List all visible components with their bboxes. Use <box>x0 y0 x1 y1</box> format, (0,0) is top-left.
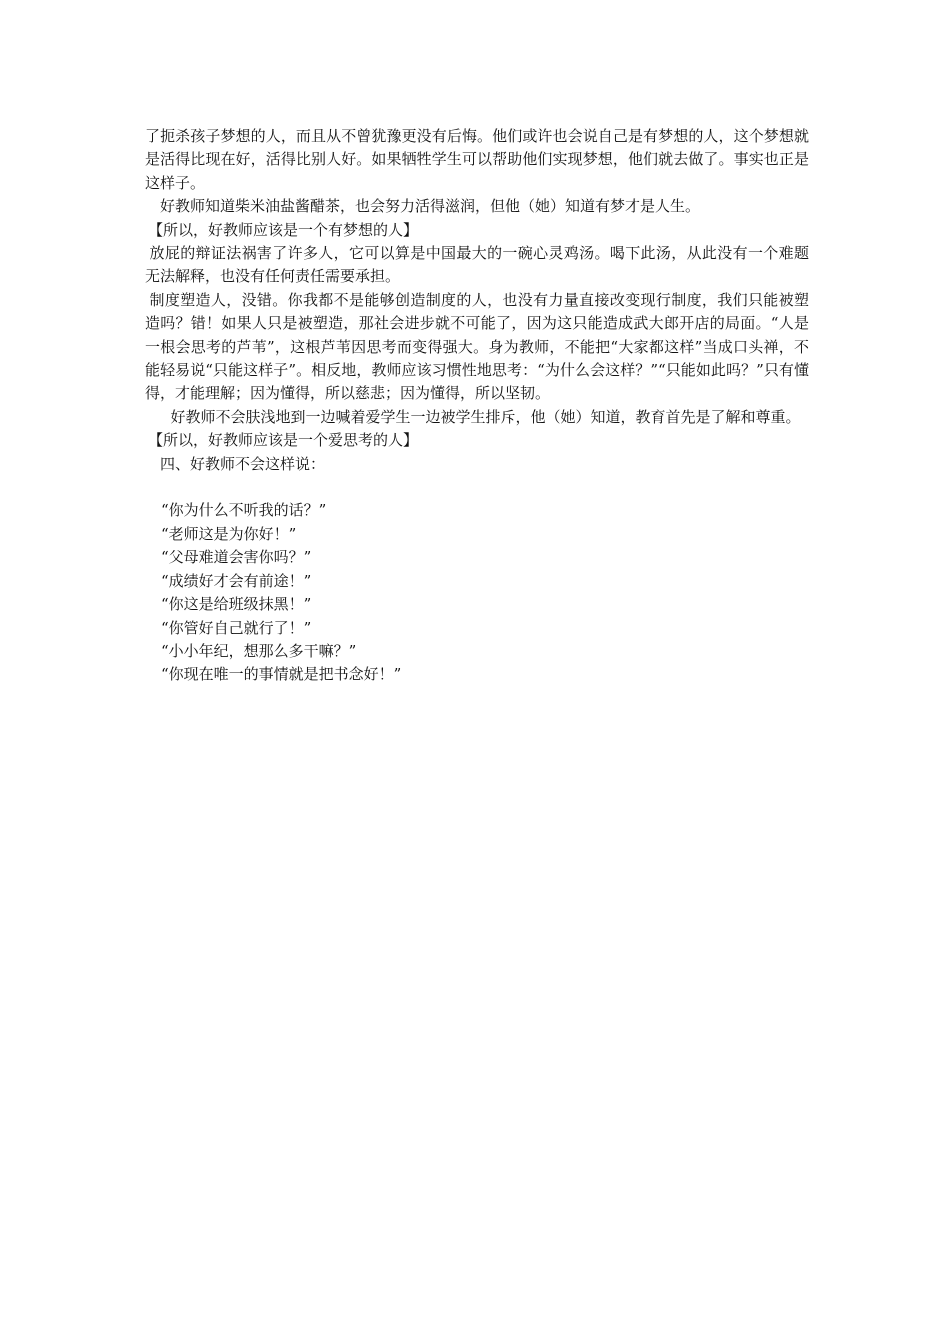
list-item: “你现在唯一的事情就是把书念好！” <box>161 665 402 684</box>
section-heading-four: 四、好教师不会这样说： <box>160 454 326 473</box>
paragraph-good-teacher-dream: 好教师知道柴米油盐酱醋茶，也会努力活得滋润，但他（她）知道有梦才是人生。 <box>160 197 701 216</box>
list-item: “小小年纪，想那么多干嘛？” <box>161 641 357 660</box>
blank-line <box>145 476 809 499</box>
paragraph-understanding-respect: 好教师不会肤浅地到一边喊着爱学生一边被学生排斥，他（她）知道，教育首先是了解和尊重。 <box>170 407 801 426</box>
list-item: “你这是给班级抹黑！” <box>161 595 312 614</box>
conclusion-thinking: 【所以，好教师应该是一个爱思考的人】 <box>148 431 419 450</box>
list-item: “老师这是为你好！” <box>161 524 297 543</box>
list-item: “你管好自己就行了！” <box>161 618 312 637</box>
paragraph-dialectics: 放屁的辩证法祸害了许多人，它可以算是中国最大的一碗心灵鸡汤。喝下此汤，从此没有一个难题无法解释，也没有任何责任需要承担。 <box>145 244 809 286</box>
paragraph-system-shapes-people: 制度塑造人，没错。你我都不是能够创造制度的人，也没有力量直接改变现行制度，我们只能被塑造吗？错！如果人只是被塑造，那社会进步就不可能了，因为这只能造成武大郎开店的局面。“人是一根会思考的芦苇”，这根芦苇因思考而变得强大。身为教师，不能把“大家都这样”当成口头禅，不能轻易说“只能这样子”。相反地，教师应该习惯性地思考：“为什么会这样？”“只能如此吗？”只有懂得，才能理解；因为懂得，所以慈悲；因为懂得，所以坚韧。 <box>145 290 809 403</box>
document-page <box>145 125 809 687</box>
list-item: “你为什么不听我的话？” <box>161 501 327 520</box>
paragraph-dream-killers: 了扼杀孩子梦想的人，而且从不曾犹豫更没有后悔。他们或许也会说自己是有梦想的人，这个梦想就是活得比现在好，活得比别人好。如果牺牲学生可以帮助他们实现梦想，他们就去做了。事实也正是这样子。 <box>145 127 809 192</box>
list-item: “成绩好才会有前途！” <box>161 571 312 590</box>
list-item: “父母难道会害你吗？” <box>161 548 312 567</box>
quote-list <box>145 499 809 686</box>
conclusion-dream: 【所以，好教师应该是一个有梦想的人】 <box>148 220 419 239</box>
